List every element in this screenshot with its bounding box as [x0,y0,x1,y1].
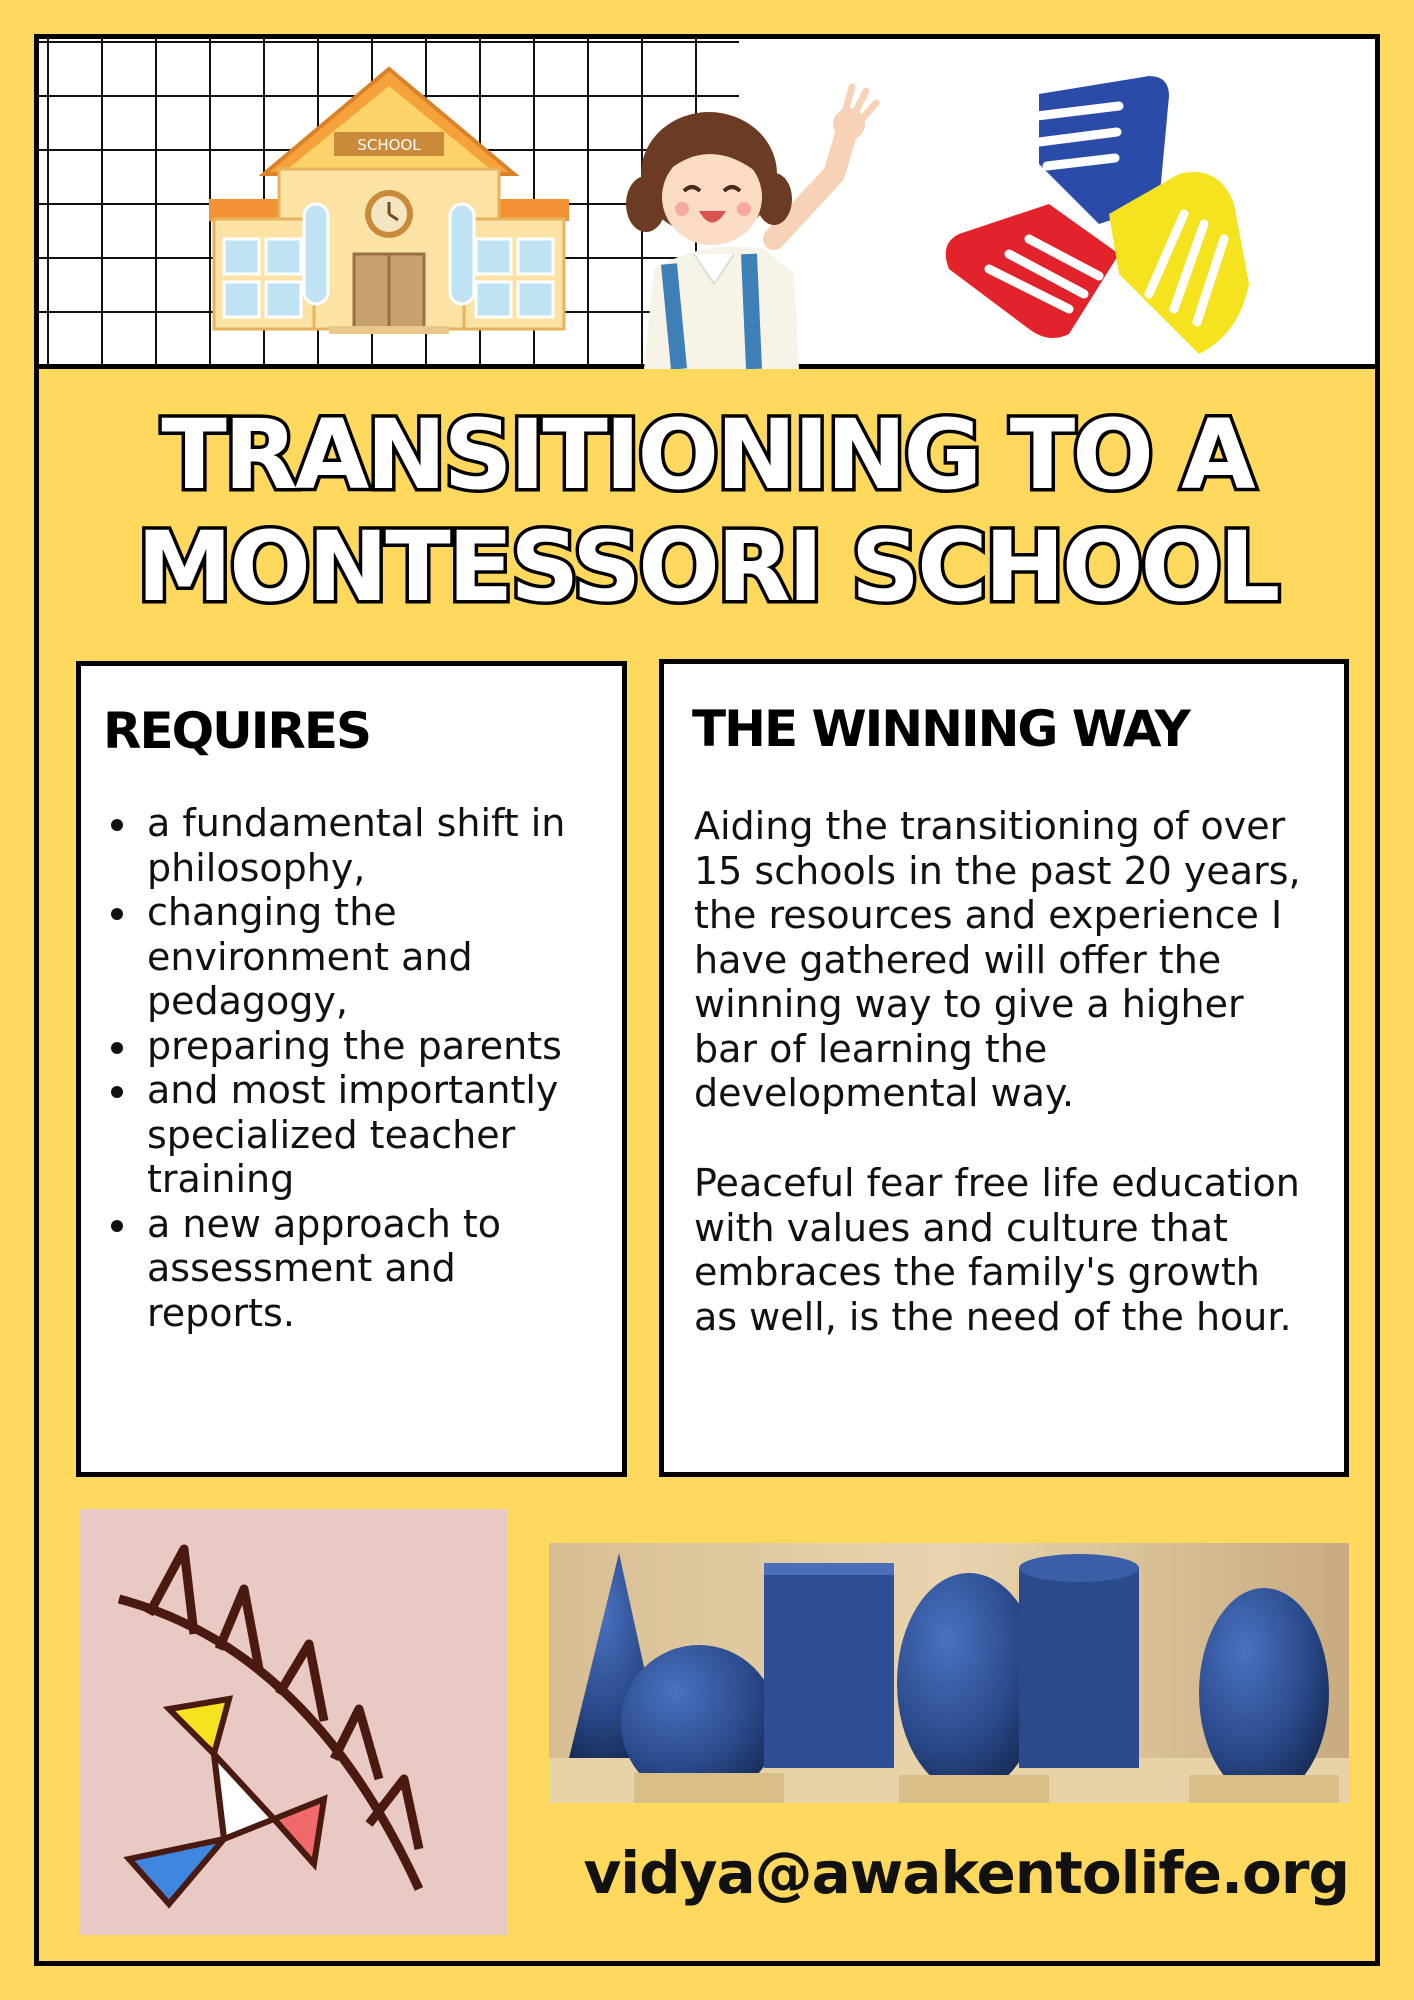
title-line-1: TRANSITIONING TO A [161,399,1253,511]
school-building-icon [204,64,574,334]
montessori-triangles-icon [79,1509,507,1935]
winning-way-heading: THE WINNING WAY [692,700,1189,758]
requires-heading: REQUIRES [103,702,371,760]
poster-frame [34,34,1380,1966]
student-girl-icon [624,79,924,369]
requires-list [141,801,581,1335]
list-item: • and most importantly specialized teacher training [141,1068,581,1202]
contact-email[interactable]: vidya@awakentolife.org [583,1839,1349,1907]
list-item: • changing the environment and pedagogy, [141,890,581,1024]
winning-way-paragraph-2: Peaceful fear free life education with values and culture that embraces the family's growth as well, is the need of the hour. [694,1161,1300,1339]
requires-card [76,661,627,1477]
top-banner [39,39,1375,369]
hands-logo-icon [919,54,1269,354]
winning-way-card [659,659,1349,1477]
winning-way-paragraph-1: Aiding the transitioning of over 15 schools in the past 20 years, the resources and experience I have gathered will offer the winning way to give a higher bar of learning the developmental way. [694,804,1301,1115]
list-item: • a fundamental shift in philosophy, [141,801,581,890]
title-line-2: MONTESSORI SCHOOL [136,511,1278,623]
geometric-solids-photo [549,1543,1349,1803]
list-item: • preparing the parents [141,1024,581,1069]
geometric-art-panel [79,1509,507,1935]
page-title [39,399,1375,623]
list-item: • a new approach to assessment and reports. [141,1202,581,1336]
school-sign-text: SCHOOL [357,136,421,154]
